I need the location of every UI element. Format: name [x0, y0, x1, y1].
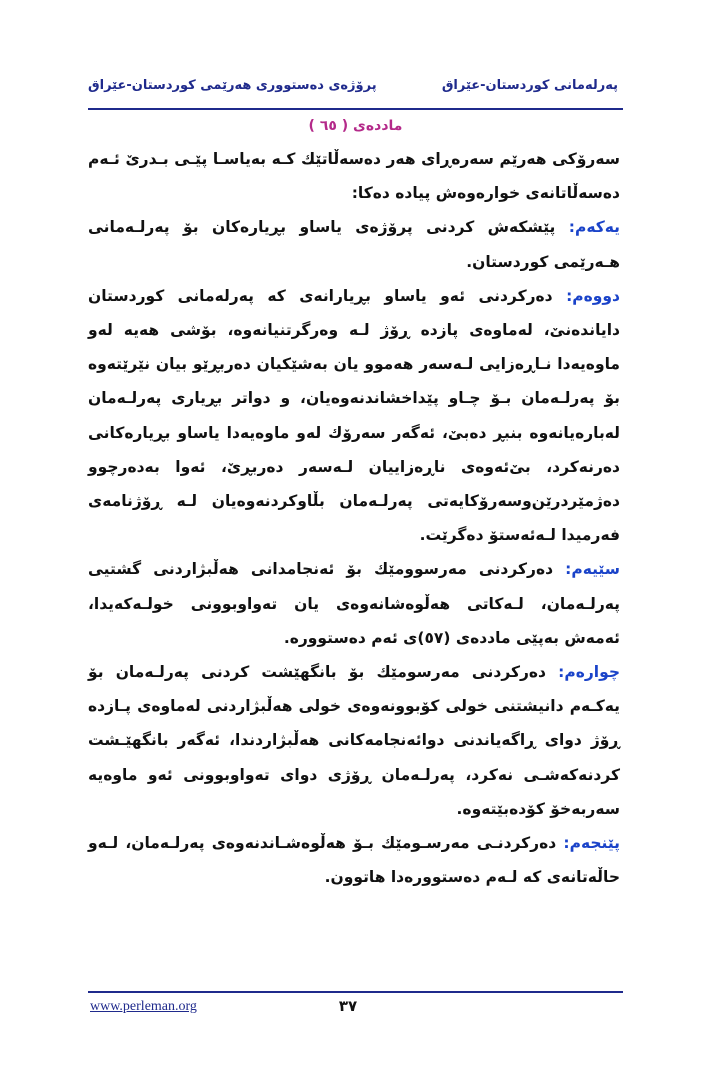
header-document-title: پرۆژەی دەستووری هەرێمی کوردستان-عێراق: [88, 78, 377, 93]
clause-text: پێشكەش كردنی پرۆژەی یاساو بڕیارەكان بۆ پەرلـەمانی هـەرێمی كوردستان.: [88, 218, 620, 271]
footer-divider: [88, 991, 623, 993]
clause-label: دووەم:: [566, 286, 620, 305]
clause-5: [88, 826, 620, 894]
page-header: [88, 78, 618, 93]
clause-label: سێیەم:: [565, 560, 620, 579]
intro-paragraph: سەرۆکی هەرێم سەرەڕای هەر دەسەڵاتێك كـه بەیاسـا پێـی بـدرێ ئـەم دەسەڵاتانەی خوارەوەش پیادە دەكا:: [88, 150, 620, 203]
article-title: ماددەی ( ٦٥ ): [308, 118, 403, 134]
header-parliament-title: پەرلەمانی کوردستان-عێراق: [441, 78, 618, 93]
clause-text: دەرکردنی مەرسوومێك بۆ ئەنجامدانی هەڵبژاردنی گشتیی پەرلـەمان، لـەكاتی هەڵوەشانەوەی یان تەواوبوونی خولـەكەیدا، ئەمەش بەپێی ماددەی (٥٧)ی ئەم دەستوورە.: [88, 560, 620, 647]
clause-text: دەرکردنی ئەو یاساو بڕیارانەی كە پەرلەمانی کوردستان دایاندەنێ، لەماوەی پازدە ڕۆژ لـە وەرگرتنیانەوە، بۆشی هەیە لەو ماوەیەدا نـاڕەزایی لـەسەر هەموو یان بەشێكیان دەربڕێو بیان نێرێتەوە بۆ پەرلـەمان بـۆ چـاو پێداخشاندنەوەیان، و دواتر بڕیاری پەرلـەمان لەبارەیانەوە بنبڕ دەبێ، ئەگەر سەرۆك لەو ماوەیەدا یاساو بڕیارەكانی دەرنەكرد، بێ‌ئەوەی ناڕەزاییان لـەسەر دەربڕێ، ئەوا بەدەرچوو دەژمێردرێن‌وسەرۆكایەتی پەرلـەمان بڵاوكردنەوەیان لـە ڕۆژنامەی فەرمیدا لـەئەستۆ دەگرێت.: [88, 286, 620, 545]
header-divider: [88, 108, 623, 110]
clause-4: [88, 655, 620, 826]
clause-text: دەرکردنـی مەرسـومێك بـۆ هەڵوەشـاندنەوەی پەرلـەمان، لـەو حاڵەتانەی كە لـەم دەستوورەدا هاتوون.: [88, 834, 620, 887]
website-link[interactable]: www.perleman.org: [90, 999, 197, 1014]
clause-1: [88, 210, 620, 278]
clause-label: یەكەم:: [568, 218, 620, 237]
page-number: ٣٧: [338, 997, 358, 1015]
article-body: [88, 142, 620, 894]
clause-label: چوارەم:: [558, 663, 620, 682]
clause-2: [88, 279, 620, 553]
clause-3: [88, 552, 620, 655]
clause-text: دەرکردنی مەرسومێك بۆ بانگهێشت كردنی پەرلـەمان بۆ یەكـەم دانیشتنی خولی كۆبوونەوەی خولی هەڵبژاردنی لەماوەی پـازدە ڕۆژ دوای ڕاگەیاندنی دوائەنجامەكانی هەڵبژاردندا، ئەگەر بانگهێـشت كردنەكەشـی نەكرد، پەرلـەمان ڕۆژی دوای تەواوبوونی ئەو ماوەیە سەربەخۆ كۆدەبێتەوە.: [88, 663, 620, 818]
clause-label: پێنجەم:: [563, 834, 620, 853]
